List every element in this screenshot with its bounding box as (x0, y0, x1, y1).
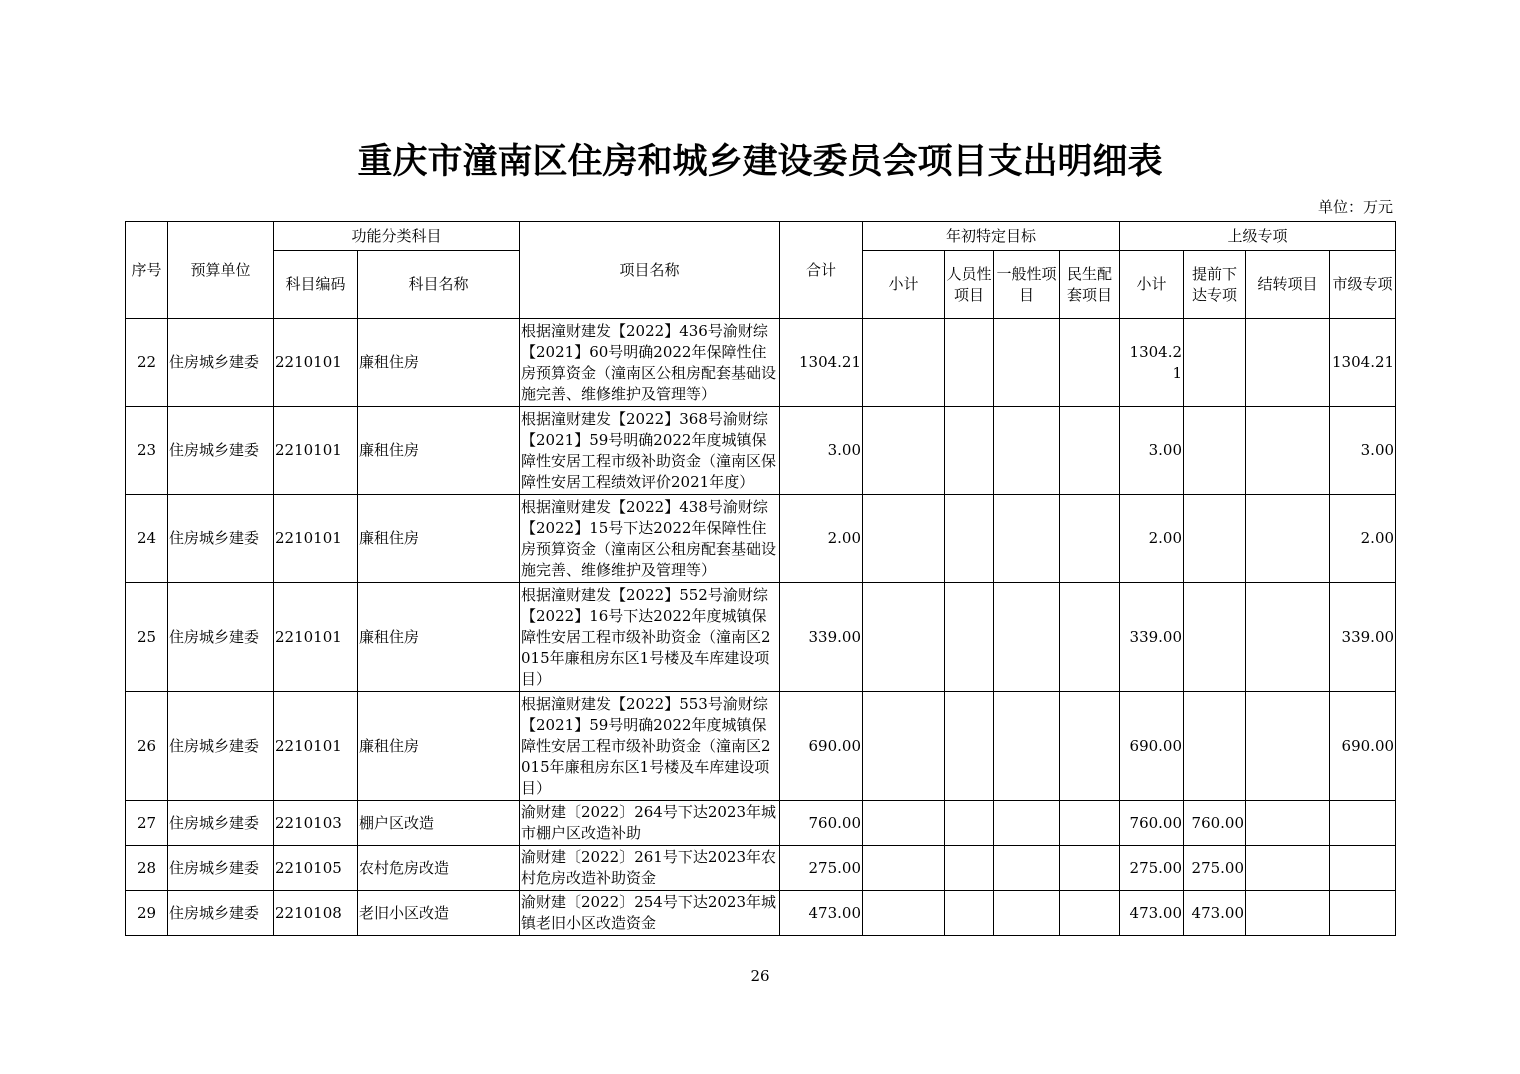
page-number: 26 (750, 967, 770, 985)
general-cell (994, 891, 1060, 936)
header-municipal: 市级专项 (1330, 251, 1396, 319)
total-cell: 3.00 (780, 407, 863, 495)
code-cell: 2210101 (274, 319, 358, 407)
code-cell: 2210101 (274, 495, 358, 583)
general-cell (994, 692, 1060, 801)
unit-cell: 住房城乡建委 (168, 801, 274, 846)
advance-cell (1184, 583, 1246, 692)
superior-subtotal-cell: 2.00 (1120, 495, 1184, 583)
municipal-cell (1330, 846, 1396, 891)
livelihood-cell (1060, 692, 1120, 801)
annual-subtotal-cell (863, 692, 945, 801)
subject-cell: 老旧小区改造 (358, 891, 520, 936)
header-annual-group: 年初特定目标 (863, 222, 1120, 251)
code-cell: 2210101 (274, 407, 358, 495)
unit-cell: 住房城乡建委 (168, 891, 274, 936)
advance-cell: 473.00 (1184, 891, 1246, 936)
advance-cell (1184, 692, 1246, 801)
livelihood-cell (1060, 319, 1120, 407)
carryover-cell (1246, 801, 1330, 846)
code-cell: 2210101 (274, 583, 358, 692)
unit-cell: 住房城乡建委 (168, 407, 274, 495)
subject-cell: 农村危房改造 (358, 846, 520, 891)
personnel-cell (945, 891, 994, 936)
livelihood-cell (1060, 495, 1120, 583)
unit-cell: 住房城乡建委 (168, 319, 274, 407)
personnel-cell (945, 407, 994, 495)
project-cell: 根据潼财建发【2022】438号渝财综【2022】15号下达2022年保障性住房预算资金（潼南区公租房配套基础设施完善、维修维护及管理等） (520, 495, 780, 583)
seq-cell: 28 (126, 846, 168, 891)
personnel-cell (945, 319, 994, 407)
general-cell (994, 407, 1060, 495)
header-row-1 (126, 222, 1396, 251)
table-row (126, 583, 1396, 692)
general-cell (994, 801, 1060, 846)
unit-cell: 住房城乡建委 (168, 846, 274, 891)
expenditure-table (125, 221, 1396, 936)
header-annual-subtotal: 小计 (863, 251, 945, 319)
header-seq: 序号 (126, 222, 168, 319)
carryover-cell (1246, 495, 1330, 583)
seq-cell: 29 (126, 891, 168, 936)
table-row (126, 846, 1396, 891)
personnel-cell (945, 583, 994, 692)
municipal-cell: 2.00 (1330, 495, 1396, 583)
superior-subtotal-cell: 339.00 (1120, 583, 1184, 692)
code-cell: 2210101 (274, 692, 358, 801)
subject-cell: 廉租住房 (358, 495, 520, 583)
project-cell: 渝财建〔2022〕254号下达2023年城镇老旧小区改造资金 (520, 891, 780, 936)
advance-cell (1184, 495, 1246, 583)
carryover-cell (1246, 692, 1330, 801)
livelihood-cell (1060, 891, 1120, 936)
seq-cell: 25 (126, 583, 168, 692)
code-cell: 2210103 (274, 801, 358, 846)
table-row (126, 407, 1396, 495)
seq-cell: 26 (126, 692, 168, 801)
total-cell: 275.00 (780, 846, 863, 891)
table-row (126, 891, 1396, 936)
livelihood-cell (1060, 583, 1120, 692)
municipal-cell: 3.00 (1330, 407, 1396, 495)
unit-label: 单位：万元 (1317, 198, 1393, 216)
advance-cell: 760.00 (1184, 801, 1246, 846)
header-func-group: 功能分类科目 (274, 222, 520, 251)
project-cell: 渝财建〔2022〕264号下达2023年城市棚户区改造补助 (520, 801, 780, 846)
project-cell: 根据潼财建发【2022】368号渝财综【2021】59号明确2022年度城镇保障性安居工程市级补助资金（潼南区保障性安居工程绩效评价2021年度） (520, 407, 780, 495)
subject-cell: 棚户区改造 (358, 801, 520, 846)
seq-cell: 22 (126, 319, 168, 407)
header-subject: 科目名称 (358, 251, 520, 319)
superior-subtotal-cell: 275.00 (1120, 846, 1184, 891)
annual-subtotal-cell (863, 495, 945, 583)
general-cell (994, 319, 1060, 407)
livelihood-cell (1060, 407, 1120, 495)
carryover-cell (1246, 319, 1330, 407)
total-cell: 760.00 (780, 801, 863, 846)
subject-cell: 廉租住房 (358, 407, 520, 495)
municipal-cell (1330, 891, 1396, 936)
seq-cell: 24 (126, 495, 168, 583)
header-general: 一般性项目 (994, 251, 1060, 319)
municipal-cell: 1304.21 (1330, 319, 1396, 407)
subject-cell: 廉租住房 (358, 583, 520, 692)
general-cell (994, 846, 1060, 891)
header-code: 科目编码 (274, 251, 358, 319)
annual-subtotal-cell (863, 583, 945, 692)
unit-cell: 住房城乡建委 (168, 495, 274, 583)
general-cell (994, 495, 1060, 583)
table-row (126, 692, 1396, 801)
total-cell: 690.00 (780, 692, 863, 801)
carryover-cell (1246, 583, 1330, 692)
header-total: 合计 (780, 222, 863, 319)
livelihood-cell (1060, 801, 1120, 846)
header-livelihood: 民生配套项目 (1060, 251, 1120, 319)
header-superior-group: 上级专项 (1120, 222, 1396, 251)
header-carryover: 结转项目 (1246, 251, 1330, 319)
subject-cell: 廉租住房 (358, 319, 520, 407)
livelihood-cell (1060, 846, 1120, 891)
table-row (126, 495, 1396, 583)
personnel-cell (945, 846, 994, 891)
personnel-cell (945, 692, 994, 801)
municipal-cell (1330, 801, 1396, 846)
unit-cell: 住房城乡建委 (168, 692, 274, 801)
superior-subtotal-cell: 690.00 (1120, 692, 1184, 801)
advance-cell: 275.00 (1184, 846, 1246, 891)
code-cell: 2210105 (274, 846, 358, 891)
table-row (126, 801, 1396, 846)
code-cell: 2210108 (274, 891, 358, 936)
personnel-cell (945, 495, 994, 583)
total-cell: 1304.21 (780, 319, 863, 407)
superior-subtotal-cell: 1304.21 (1120, 319, 1184, 407)
superior-subtotal-cell: 760.00 (1120, 801, 1184, 846)
superior-subtotal-cell: 3.00 (1120, 407, 1184, 495)
carryover-cell (1246, 891, 1330, 936)
project-cell: 根据潼财建发【2022】553号渝财综【2021】59号明确2022年度城镇保障性安居工程市级补助资金（潼南区2015年廉租房东区1号楼及车库建设项目） (520, 692, 780, 801)
carryover-cell (1246, 846, 1330, 891)
total-cell: 473.00 (780, 891, 863, 936)
personnel-cell (945, 801, 994, 846)
general-cell (994, 583, 1060, 692)
header-project: 项目名称 (520, 222, 780, 319)
header-unit: 预算单位 (168, 222, 274, 319)
superior-subtotal-cell: 473.00 (1120, 891, 1184, 936)
unit-cell: 住房城乡建委 (168, 583, 274, 692)
advance-cell (1184, 319, 1246, 407)
header-advance: 提前下达专项 (1184, 251, 1246, 319)
header-personnel: 人员性项目 (945, 251, 994, 319)
total-cell: 2.00 (780, 495, 863, 583)
project-cell: 根据潼财建发【2022】436号渝财综【2021】60号明确2022年保障性住房预算资金（潼南区公租房配套基础设施完善、维修维护及管理等） (520, 319, 780, 407)
annual-subtotal-cell (863, 801, 945, 846)
seq-cell: 27 (126, 801, 168, 846)
header-superior-subtotal: 小计 (1120, 251, 1184, 319)
annual-subtotal-cell (863, 891, 945, 936)
advance-cell (1184, 407, 1246, 495)
carryover-cell (1246, 407, 1330, 495)
subject-cell: 廉租住房 (358, 692, 520, 801)
project-cell: 根据潼财建发【2022】552号渝财综【2022】16号下达2022年度城镇保障性安居工程市级补助资金（潼南区2015年廉租房东区1号楼及车库建设项目） (520, 583, 780, 692)
annual-subtotal-cell (863, 319, 945, 407)
page-title: 重庆市潼南区住房和城乡建设委员会项目支出明细表 (357, 142, 1163, 182)
seq-cell: 23 (126, 407, 168, 495)
table-row (126, 319, 1396, 407)
annual-subtotal-cell (863, 407, 945, 495)
project-cell: 渝财建〔2022〕261号下达2023年农村危房改造补助资金 (520, 846, 780, 891)
annual-subtotal-cell (863, 846, 945, 891)
total-cell: 339.00 (780, 583, 863, 692)
municipal-cell: 339.00 (1330, 583, 1396, 692)
municipal-cell: 690.00 (1330, 692, 1396, 801)
